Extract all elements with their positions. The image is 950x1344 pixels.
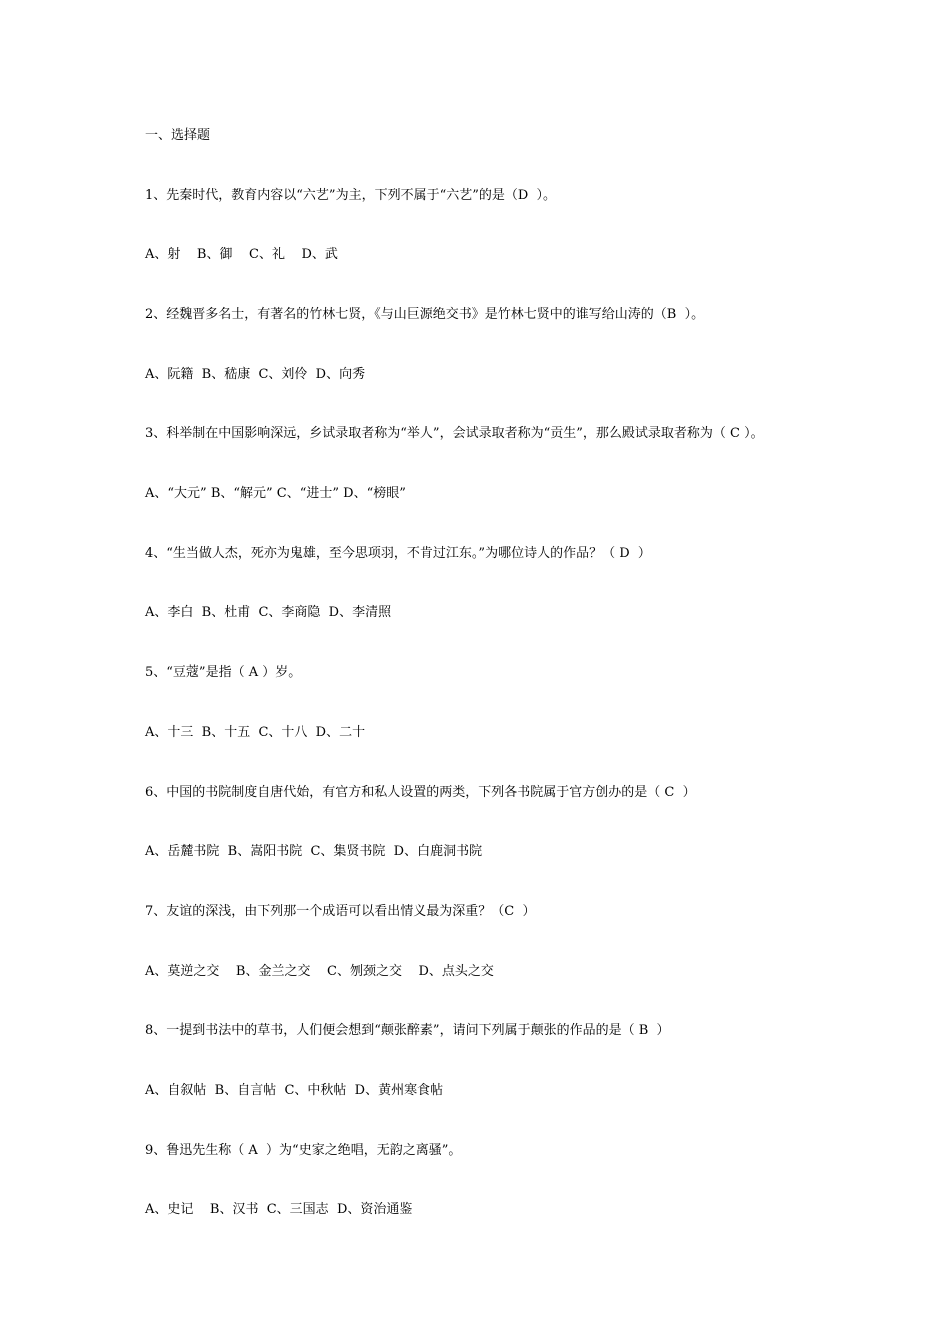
options-3: A、“大元” B、“解元” C、“进士” D、“榜眼” bbox=[145, 486, 406, 501]
options-4: A、李白 B、杜甫 C、李商隐 D、李清照 bbox=[145, 605, 392, 620]
question-4: 4、“生当做人杰，死亦为鬼雄，至今思项羽，不肯过江东。”为哪位诗人的作品？（ D ） bbox=[145, 546, 651, 561]
question-5: 5、“豆蔻”是指（ A ）岁。 bbox=[145, 665, 302, 680]
options-6: A、岳麓书院 B、嵩阳书院 C、集贤书院 D、白鹿洞书院 bbox=[145, 844, 483, 859]
question-1: 1、先秦时代，教育内容以“六艺”为主，下列不属于“六艺”的是（D ）。 bbox=[145, 188, 557, 203]
options-7: A、莫逆之交 B、金兰之交 C、刎颈之交 D、点头之交 bbox=[145, 964, 494, 979]
options-1: A、射 B、御 C、礼 D、武 bbox=[145, 247, 338, 262]
question-6: 6、中国的书院制度自唐代始，有官方和私人设置的两类，下列各书院属于官方创办的是（ C ） bbox=[145, 785, 696, 800]
options-9: A、史记 B、汉书 C、三国志 D、资治通鉴 bbox=[145, 1202, 413, 1217]
section-title: 一、选择题 bbox=[145, 128, 211, 143]
question-3: 3、科举制在中国影响深远，乡试录取者称为“举人”，会试录取者称为“贡生”，那么殿试录取者称为（ C ）。 bbox=[145, 426, 764, 441]
options-8: A、自叙帖 B、自言帖 C、中秋帖 D、黄州寒食帖 bbox=[145, 1083, 444, 1098]
options-2: A、阮籍 B、嵇康 C、刘伶 D、向秀 bbox=[145, 367, 366, 382]
question-9: 9、鲁迅先生称（ A ）为“史家之绝唱，无韵之离骚”。 bbox=[145, 1143, 462, 1158]
question-2: 2、经魏晋多名士，有著名的竹林七贤，《与山巨源绝交书》是竹林七贤中的谁写给山涛的（B ）。 bbox=[145, 307, 705, 322]
options-5: A、十三 B、十五 C、十八 D、二十 bbox=[145, 725, 366, 740]
question-8: 8、一提到书法中的草书，人们便会想到“颠张醉素”，请问下列属于颠张的作品的是（ B ） bbox=[145, 1023, 670, 1038]
question-7: 7、友谊的深浅，由下列那一个成语可以看出情义最为深重？（C ） bbox=[145, 904, 536, 919]
